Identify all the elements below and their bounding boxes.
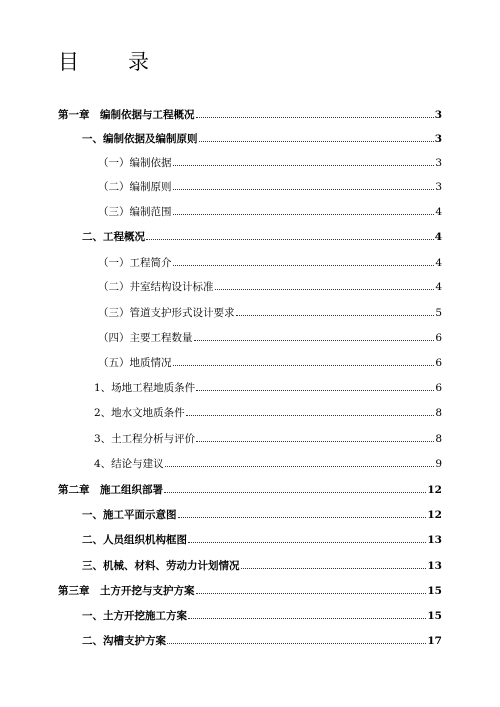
toc-dot-leader — [167, 642, 426, 644]
toc-entry-label: 1、场地工程地质条件 — [94, 382, 196, 394]
toc-entry-label: 3、土工程分析与评价 — [94, 433, 196, 445]
toc-entry-label: 第一章 编制依据与工程概况 — [58, 109, 195, 121]
toc-entry[interactable] — [98, 277, 442, 293]
toc-entry[interactable] — [58, 581, 442, 597]
toc-entry-page: 6 — [435, 382, 442, 394]
toc-entry-label: 第二章 施工组织部署 — [58, 484, 163, 496]
toc-dot-leader — [173, 164, 435, 166]
toc-entry-page: 13 — [427, 560, 442, 572]
toc-entry-page: 6 — [435, 332, 442, 344]
toc-dot-leader — [215, 288, 435, 290]
toc-entry-label: 二、工程概况 — [82, 231, 145, 243]
toc-entry-page: 9 — [435, 458, 442, 470]
toc-entry-page: 3 — [434, 109, 442, 121]
toc-entry-label: （二）井室结构设计标准 — [98, 281, 214, 293]
toc-entry-page: 17 — [427, 635, 442, 647]
toc-entry[interactable] — [94, 403, 442, 419]
toc-entry-page: 5 — [435, 307, 442, 319]
toc-dot-leader — [173, 264, 435, 266]
toc-dot-leader — [196, 592, 427, 594]
toc-entry-label: 一、土方开挖施工方案 — [82, 610, 187, 622]
toc-entry[interactable] — [82, 631, 442, 647]
toc-entry-page: 4 — [435, 257, 442, 269]
toc-entry-page: 15 — [427, 585, 442, 597]
toc-entry[interactable] — [58, 480, 442, 496]
toc-dot-leader — [164, 491, 426, 493]
toc-entry-page: 15 — [427, 610, 442, 622]
toc-entry-label: 2、地水文地质条件 — [94, 407, 185, 419]
toc-dot-leader — [173, 213, 435, 215]
toc-dot-leader — [173, 188, 435, 190]
toc-entry[interactable] — [58, 105, 442, 121]
toc-entry-label: 一、编制依据及编制原则 — [82, 133, 198, 145]
toc-entry-label: （一）编制依据 — [98, 157, 172, 169]
toc-entry-label: （三）管道支护形式设计要求 — [98, 307, 235, 319]
toc-entry[interactable] — [98, 153, 442, 169]
toc-entry-label: （四）主要工程数量 — [98, 332, 193, 344]
toc-entry[interactable] — [98, 303, 442, 319]
toc-dot-leader — [241, 567, 427, 569]
toc-entry-label: 三、机械、材料、劳动力计划情况 — [82, 560, 240, 572]
toc-dot-leader — [186, 414, 435, 416]
toc-entry[interactable] — [82, 505, 442, 521]
toc-entry-label: （五）地质情况 — [98, 357, 172, 369]
toc-dot-leader — [196, 440, 434, 442]
toc-entry-page: 4 — [435, 206, 442, 218]
toc-entry[interactable] — [82, 227, 442, 243]
toc-entry-label: 二、人员组织机构框图 — [82, 534, 187, 546]
toc-entry-label: （二）编制原则 — [98, 181, 172, 193]
toc-entry[interactable] — [82, 530, 442, 546]
toc-entry-label: （一）工程简介 — [98, 257, 172, 269]
toc-entry[interactable] — [94, 378, 442, 394]
toc-dot-leader — [199, 140, 434, 142]
toc-entry[interactable] — [82, 129, 442, 145]
toc-entry-page: 4 — [435, 281, 442, 293]
toc-entry-label: （三）编制范围 — [98, 206, 172, 218]
toc-entry[interactable] — [98, 177, 442, 193]
toc-dot-leader — [194, 339, 435, 341]
page-title: 目 录 — [58, 50, 163, 74]
toc-entry-page: 3 — [435, 181, 442, 193]
toc-dot-leader — [165, 465, 435, 467]
toc-entry[interactable] — [94, 429, 442, 445]
toc-entry-page: 12 — [427, 484, 442, 496]
toc-entry-label: 一、施工平面示意图 — [82, 509, 177, 521]
toc-entry-label: 二、沟槽支护方案 — [82, 635, 166, 647]
toc-entry-page: 4 — [434, 231, 442, 243]
toc-dot-leader — [188, 541, 426, 543]
toc-entry-page: 6 — [435, 357, 442, 369]
toc-entry-label: 4、结论与建议 — [94, 458, 164, 470]
toc-entry-page: 12 — [427, 509, 442, 521]
toc-dot-leader — [196, 116, 434, 118]
toc-entry-page: 8 — [435, 433, 442, 445]
toc-dot-leader — [178, 516, 427, 518]
toc-dot-leader — [146, 238, 434, 240]
toc-dot-leader — [236, 314, 435, 316]
toc-entry[interactable] — [82, 606, 442, 622]
toc-entry-page: 3 — [435, 157, 442, 169]
toc-entry[interactable] — [98, 202, 442, 218]
toc-entry[interactable] — [94, 454, 442, 470]
toc-entry-page: 13 — [427, 534, 442, 546]
toc-dot-leader — [196, 389, 434, 391]
toc-dot-leader — [188, 617, 426, 619]
toc-entry[interactable] — [98, 353, 442, 369]
toc-entry[interactable] — [98, 328, 442, 344]
toc-entry[interactable] — [98, 253, 442, 269]
toc-entry[interactable] — [82, 556, 442, 572]
toc-entry-page: 8 — [435, 407, 442, 419]
toc-entry-page: 3 — [434, 133, 442, 145]
toc-dot-leader — [173, 364, 435, 366]
toc-entry-label: 第三章 土方开挖与支护方案 — [58, 585, 195, 597]
